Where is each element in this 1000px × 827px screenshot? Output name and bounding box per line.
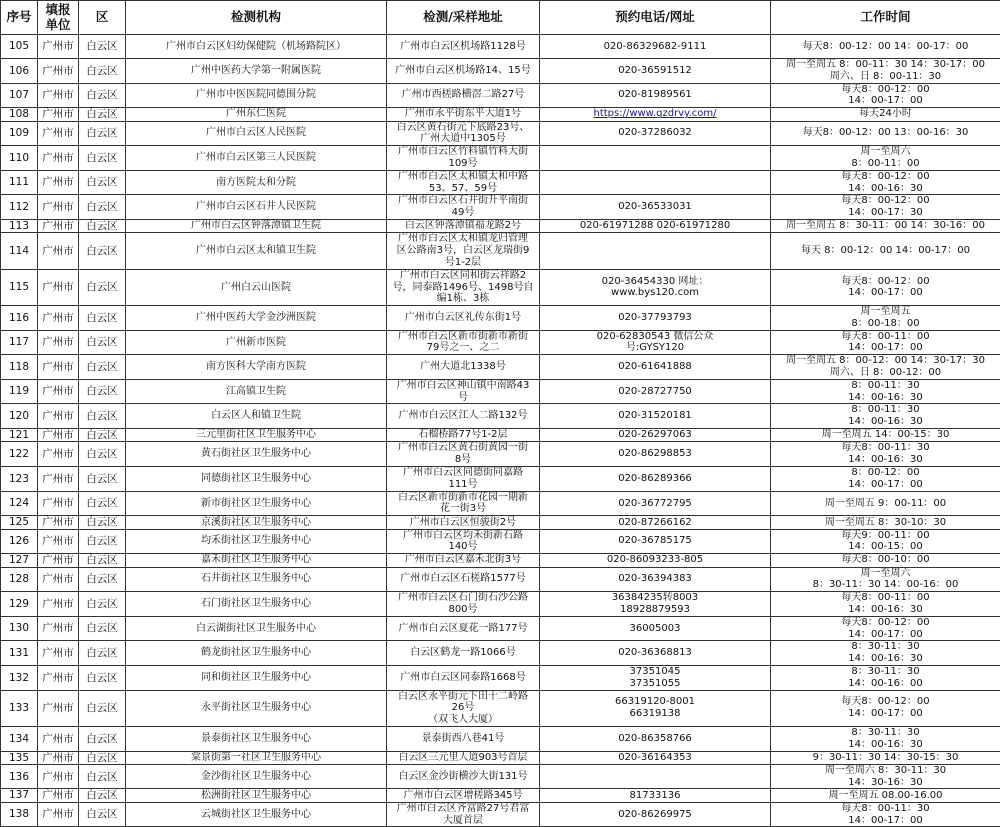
cell-phone: 020-36591512 <box>540 59 771 84</box>
cell-address: 广州市白云区太和镇龙归管理 区公路南3号，白云区龙瑞街9 号1-2层 <box>387 233 540 269</box>
header-row <box>1 1 1000 35</box>
cell-unit: 广州市 <box>38 641 79 666</box>
cell-institution: 广州中医药大学金沙洲医院 <box>126 306 387 331</box>
cell-phone <box>540 108 771 121</box>
cell-institution: 三元里街社区卫生服务中心 <box>126 429 387 442</box>
cell-phone: 020-36772795 <box>540 491 771 516</box>
table-row <box>1 355 1000 380</box>
cell-institution: 白云湖街社区卫生服务中心 <box>126 616 387 641</box>
cell-unit: 广州市 <box>38 592 79 617</box>
cell-address: 广州市白云区新市街新市新街 79号之一、之二 <box>387 330 540 355</box>
table-row <box>1 429 1000 442</box>
cell-hours: 每天8：00-12：00 14：00-17：00 <box>771 690 1000 726</box>
cell-unit: 广州市 <box>38 355 79 380</box>
cell-district: 白云区 <box>79 233 126 269</box>
cell-institution: 黄石街社区卫生服务中心 <box>126 442 387 467</box>
cell-phone: 020-86298853 <box>540 442 771 467</box>
cell-phone: 020-62830543 微信公众 号:GYSY120 <box>540 330 771 355</box>
table-row <box>1 554 1000 567</box>
cell-phone: 020-36164353 <box>540 751 771 764</box>
cell-address: 广州市白云区嘉禾北街3号 <box>387 554 540 567</box>
cell-district: 白云区 <box>79 219 126 232</box>
cell-hours: 周一至周五 8：30-10：30 <box>771 516 1000 529</box>
cell-address: 广州市白云区同泰路1668号 <box>387 665 540 690</box>
cell-phone: 020-86358766 <box>540 726 771 751</box>
cell-hours: 9：30-11：30 14：30-15：30 <box>771 751 1000 764</box>
cell-phone: 020-37793793 <box>540 306 771 331</box>
cell-no: 119 <box>1 379 38 404</box>
cell-no: 128 <box>1 567 38 592</box>
cell-district: 白云区 <box>79 355 126 380</box>
cell-district: 白云区 <box>79 35 126 59</box>
cell-no: 115 <box>1 269 38 305</box>
cell-no: 105 <box>1 35 38 59</box>
cell-institution: 同和街社区卫生服务中心 <box>126 665 387 690</box>
cell-phone: 66319120-8001 66319138 <box>540 690 771 726</box>
cell-unit: 广州市 <box>38 491 79 516</box>
cell-unit: 广州市 <box>38 802 79 827</box>
cell-address: 广州市白云区夏花一路177号 <box>387 616 540 641</box>
table-row <box>1 641 1000 666</box>
cell-unit: 广州市 <box>38 35 79 59</box>
cell-address: 广州市白云区礼传东街1号 <box>387 306 540 331</box>
cell-phone: 020-31520181 <box>540 404 771 429</box>
cell-address: 石榴桥路77号1-2层 <box>387 429 540 442</box>
cell-address: 广州市白云区增槎路345号 <box>387 789 540 802</box>
cell-district: 白云区 <box>79 690 126 726</box>
cell-hours: 周一至周五 8：00-18：00 <box>771 306 1000 331</box>
cell-institution: 棠景街第一社区卫生服务中心 <box>126 751 387 764</box>
cell-institution: 广州新市医院 <box>126 330 387 355</box>
cell-phone: 020-36394383 <box>540 567 771 592</box>
cell-address: 广州市白云区机场路14、15号 <box>387 59 540 84</box>
cell-unit: 广州市 <box>38 764 79 789</box>
cell-institution: 广州市白云区太和镇卫生院 <box>126 233 387 269</box>
cell-hours: 8：30-11：30 14：00-16：30 <box>771 726 1000 751</box>
cell-unit: 广州市 <box>38 269 79 305</box>
cell-address: 广州市白云区江人二路132号 <box>387 404 540 429</box>
table-row <box>1 764 1000 789</box>
table-row <box>1 330 1000 355</box>
cell-institution: 南方医科大学南方医院 <box>126 355 387 380</box>
cell-phone: 020-86269975 <box>540 802 771 827</box>
cell-hours: 每天 8：00-12：00 14：00-17：00 <box>771 233 1000 269</box>
cell-unit: 广州市 <box>38 751 79 764</box>
cell-district: 白云区 <box>79 616 126 641</box>
cell-phone: 81733136 <box>540 789 771 802</box>
cell-no: 124 <box>1 491 38 516</box>
cell-district: 白云区 <box>79 170 126 195</box>
cell-phone: 36005003 <box>540 616 771 641</box>
cell-address: 白云区三元里人道903号首层 <box>387 751 540 764</box>
cell-hours: 每天8：00-11：30 14：00-17：00 <box>771 802 1000 827</box>
cell-no: 113 <box>1 219 38 232</box>
cell-no: 134 <box>1 726 38 751</box>
table-row <box>1 170 1000 195</box>
cell-phone <box>540 170 771 195</box>
cell-unit: 广州市 <box>38 404 79 429</box>
cell-unit: 广州市 <box>38 83 79 108</box>
table-row <box>1 726 1000 751</box>
cell-no: 126 <box>1 529 38 554</box>
cell-address: 广州市永平街东平大道1号 <box>387 108 540 121</box>
cell-unit: 广州市 <box>38 219 79 232</box>
cell-address: 广州市白云区石门街石沙公路 800号 <box>387 592 540 617</box>
cell-address: 白云区永平街元下田十二岭路 26号 （双飞人大厦） <box>387 690 540 726</box>
cell-district: 白云区 <box>79 665 126 690</box>
cell-hours: 周一至周六 8：00-11：00 <box>771 146 1000 171</box>
table-row <box>1 59 1000 84</box>
cell-district: 白云区 <box>79 146 126 171</box>
cell-district: 白云区 <box>79 751 126 764</box>
cell-phone: 020-36785175 <box>540 529 771 554</box>
table-row <box>1 491 1000 516</box>
cell-address: 广州市西槎路横滘二路27号 <box>387 83 540 108</box>
cell-unit: 广州市 <box>38 121 79 146</box>
cell-institution: 永平街社区卫生服务中心 <box>126 690 387 726</box>
cell-phone: 020-81989561 <box>540 83 771 108</box>
header-district: 区 <box>79 1 126 35</box>
cell-district: 白云区 <box>79 442 126 467</box>
cell-unit: 广州市 <box>38 554 79 567</box>
table-row <box>1 233 1000 269</box>
cell-phone: 37351045 37351055 <box>540 665 771 690</box>
cell-no: 114 <box>1 233 38 269</box>
cell-no: 125 <box>1 516 38 529</box>
cell-address: 广州市白云区石槎路1577号 <box>387 567 540 592</box>
cell-phone: 020-26297063 <box>540 429 771 442</box>
cell-no: 117 <box>1 330 38 355</box>
cell-district: 白云区 <box>79 764 126 789</box>
cell-hours: 每天8：00-11：00 14：00-16：30 <box>771 592 1000 617</box>
cell-hours: 每天9：00-11：00 14：00-15：00 <box>771 529 1000 554</box>
cell-unit: 广州市 <box>38 467 79 492</box>
cell-institution: 鹤龙街社区卫生服务中心 <box>126 641 387 666</box>
cell-institution: 广州市白云区人民医院 <box>126 121 387 146</box>
cell-district: 白云区 <box>79 592 126 617</box>
header-unit: 填报单位 <box>38 1 79 35</box>
cell-no: 132 <box>1 665 38 690</box>
cell-unit: 广州市 <box>38 789 79 802</box>
cell-phone: 020-37286032 <box>540 121 771 146</box>
cell-institution: 广州东仁医院 <box>126 108 387 121</box>
cell-address: 广州市白云区竹料镇竹料大街 109号 <box>387 146 540 171</box>
cell-no: 111 <box>1 170 38 195</box>
cell-phone: 020-61971288 020-61971280 <box>540 219 771 232</box>
cell-no: 107 <box>1 83 38 108</box>
cell-institution: 南方医院太和分院 <box>126 170 387 195</box>
cell-phone: 020-36368813 <box>540 641 771 666</box>
table-row <box>1 592 1000 617</box>
cell-phone <box>540 146 771 171</box>
cell-unit: 广州市 <box>38 195 79 220</box>
cell-hours: 每天8：00-12：00 14：00-17：00 <box>771 616 1000 641</box>
cell-address: 景泰街西八巷41号 <box>387 726 540 751</box>
cell-district: 白云区 <box>79 529 126 554</box>
cell-phone: 020-36533031 <box>540 195 771 220</box>
cell-unit: 广州市 <box>38 330 79 355</box>
cell-institution: 广州市白云区石井人民医院 <box>126 195 387 220</box>
cell-district: 白云区 <box>79 467 126 492</box>
cell-district: 白云区 <box>79 404 126 429</box>
cell-no: 108 <box>1 108 38 121</box>
cell-hours: 周一至周六 8：30-11：30 14：00-16：00 <box>771 567 1000 592</box>
cell-district: 白云区 <box>79 491 126 516</box>
cell-unit: 广州市 <box>38 59 79 84</box>
cell-address: 白云区黄石街元下底路23号、 广州大道中1305号 <box>387 121 540 146</box>
cell-hours: 每天8：00-12：00 14：00-17：30 <box>771 195 1000 220</box>
table-row <box>1 306 1000 331</box>
table-row <box>1 379 1000 404</box>
table-row <box>1 789 1000 802</box>
cell-institution: 新市街社区卫生服务中心 <box>126 491 387 516</box>
cell-no: 133 <box>1 690 38 726</box>
cell-institution: 江高镇卫生院 <box>126 379 387 404</box>
cell-hours: 8：00-11：30 14：00-16：30 <box>771 404 1000 429</box>
header-hours: 工作时间 <box>771 1 1000 35</box>
cell-institution: 广州市白云区钟落潭镇卫生院 <box>126 219 387 232</box>
cell-hours: 每天8：00-11：30 14：00-16：30 <box>771 442 1000 467</box>
cell-unit: 广州市 <box>38 616 79 641</box>
cell-no: 106 <box>1 59 38 84</box>
cell-phone: 020-86329682-9111 <box>540 35 771 59</box>
cell-unit: 广州市 <box>38 306 79 331</box>
table-row <box>1 219 1000 232</box>
cell-no: 118 <box>1 355 38 380</box>
table-row <box>1 567 1000 592</box>
cell-institution: 白云区人和镇卫生院 <box>126 404 387 429</box>
cell-hours: 每天24小时 <box>771 108 1000 121</box>
cell-no: 135 <box>1 751 38 764</box>
website-link[interactable]: https://www.gzdrvy.com/ <box>593 108 716 119</box>
cell-no: 131 <box>1 641 38 666</box>
cell-district: 白云区 <box>79 269 126 305</box>
cell-address: 白云区新市街新市花园一期新 花一街3号 <box>387 491 540 516</box>
cell-unit: 广州市 <box>38 567 79 592</box>
cell-address: 广州市白云区机场路1128号 <box>387 35 540 59</box>
cell-district: 白云区 <box>79 59 126 84</box>
cell-hours: 每天8：00-12：00 14：00-17：00 <box>771 83 1000 108</box>
table-body <box>1 35 1000 827</box>
cell-district: 白云区 <box>79 121 126 146</box>
cell-no: 121 <box>1 429 38 442</box>
cell-district: 白云区 <box>79 330 126 355</box>
cell-address: 广州市白云区太和镇太和中路 53、57、59号 <box>387 170 540 195</box>
cell-address: 广州市白云区恒骏街2号 <box>387 516 540 529</box>
cell-unit: 广州市 <box>38 429 79 442</box>
cell-hours: 8：00-12：00 14：00-17：00 <box>771 467 1000 492</box>
cell-institution: 同德街社区卫生服务中心 <box>126 467 387 492</box>
header-no: 序号 <box>1 1 38 35</box>
cell-district: 白云区 <box>79 641 126 666</box>
cell-hours: 周一至周五 8：00-12：00 14：30-17：30 周六、日 8：00-12：00 <box>771 355 1000 380</box>
table-row <box>1 616 1000 641</box>
cell-institution: 石井街社区卫生服务中心 <box>126 567 387 592</box>
cell-hours: 每天8：00-12：00 14：00-16：30 <box>771 170 1000 195</box>
cell-phone: 020-61641888 <box>540 355 771 380</box>
cell-phone: 020-36454330 网址： www.bys120.com <box>540 269 771 305</box>
cell-no: 136 <box>1 764 38 789</box>
cell-institution: 云城街社区卫生服务中心 <box>126 802 387 827</box>
cell-no: 130 <box>1 616 38 641</box>
cell-hours: 周一至周五 9：00-11：00 <box>771 491 1000 516</box>
cell-institution: 广州市中医医院同德围分院 <box>126 83 387 108</box>
cell-hours: 每天8：00-12：00 14：00-17：00 <box>771 269 1000 305</box>
cell-phone: 020-86289366 <box>540 467 771 492</box>
cell-institution: 均禾街社区卫生服务中心 <box>126 529 387 554</box>
table-row <box>1 529 1000 554</box>
cell-institution: 广州中医药大学第一附属医院 <box>126 59 387 84</box>
cell-address: 广州市白云区同和街云祥路2 号，同泰路1496号、1498号自 编1栋、3栋 <box>387 269 540 305</box>
cell-no: 137 <box>1 789 38 802</box>
cell-district: 白云区 <box>79 429 126 442</box>
table-row <box>1 802 1000 827</box>
cell-hours: 每天8：00-10：00 <box>771 554 1000 567</box>
cell-phone: 36384235转8003 18928879593 <box>540 592 771 617</box>
cell-phone: 020-28727750 <box>540 379 771 404</box>
header-institution: 检测机构 <box>126 1 387 35</box>
cell-unit: 广州市 <box>38 442 79 467</box>
cell-phone: 020-87266162 <box>540 516 771 529</box>
table-row <box>1 665 1000 690</box>
cell-address: 广州市白云区石井街升平南街 49号 <box>387 195 540 220</box>
cell-district: 白云区 <box>79 306 126 331</box>
cell-no: 122 <box>1 442 38 467</box>
cell-hours: 8：30-11：30 14：00-16：30 <box>771 641 1000 666</box>
cell-no: 138 <box>1 802 38 827</box>
cell-address: 广州市白云区齐富路27号君富 大厦首层 <box>387 802 540 827</box>
cell-district: 白云区 <box>79 567 126 592</box>
table-row <box>1 516 1000 529</box>
cell-unit: 广州市 <box>38 146 79 171</box>
cell-unit: 广州市 <box>38 665 79 690</box>
cell-phone: 020-86093233-805 <box>540 554 771 567</box>
cell-unit: 广州市 <box>38 690 79 726</box>
cell-institution: 广州市白云区妇幼保健院（机场路院区） <box>126 35 387 59</box>
cell-hours: 周一至周五 08.00-16.00 <box>771 789 1000 802</box>
cell-district: 白云区 <box>79 516 126 529</box>
cell-unit: 广州市 <box>38 108 79 121</box>
cell-institution: 广州白云山医院 <box>126 269 387 305</box>
cell-unit: 广州市 <box>38 516 79 529</box>
cell-institution: 石门街社区卫生服务中心 <box>126 592 387 617</box>
cell-address: 广州市白云区黄石街黄园一街 8号 <box>387 442 540 467</box>
cell-district: 白云区 <box>79 726 126 751</box>
cell-hours: 周一至周五 8：00-11：30 14：30-17：00 周六、日 8：00-11：30 <box>771 59 1000 84</box>
table-row <box>1 442 1000 467</box>
cell-institution: 景泰街社区卫生服务中心 <box>126 726 387 751</box>
cell-address: 广州市白云区均禾街新石路 140号 <box>387 529 540 554</box>
cell-no: 116 <box>1 306 38 331</box>
cell-unit: 广州市 <box>38 379 79 404</box>
cell-unit: 广州市 <box>38 726 79 751</box>
table-row <box>1 404 1000 429</box>
cell-address: 白云区金沙街横沙大街131号 <box>387 764 540 789</box>
cell-institution: 嘉禾街社区卫生服务中心 <box>126 554 387 567</box>
table-row <box>1 195 1000 220</box>
cell-address: 白云区鹤龙一路1066号 <box>387 641 540 666</box>
cell-district: 白云区 <box>79 195 126 220</box>
cell-hours: 周一至周五 8：30-11：00 14：30-16：00 <box>771 219 1000 232</box>
cell-institution: 京溪街社区卫生服务中心 <box>126 516 387 529</box>
cell-hours: 8：00-11：30 14：00-16：30 <box>771 379 1000 404</box>
cell-no: 129 <box>1 592 38 617</box>
cell-phone <box>540 233 771 269</box>
cell-hours: 周一至周五 14：00-15：30 <box>771 429 1000 442</box>
cell-address: 白云区钟落潭镇福龙路2号 <box>387 219 540 232</box>
cell-district: 白云区 <box>79 83 126 108</box>
cell-hours: 周一至周六 8：30-11：30 14：30-16：30 <box>771 764 1000 789</box>
cell-unit: 广州市 <box>38 529 79 554</box>
table-row <box>1 269 1000 305</box>
cell-no: 127 <box>1 554 38 567</box>
cell-district: 白云区 <box>79 802 126 827</box>
cell-institution: 金沙街社区卫生服务中心 <box>126 764 387 789</box>
cell-no: 109 <box>1 121 38 146</box>
header-address: 检测/采样地址 <box>387 1 540 35</box>
cell-institution: 松洲街社区卫生服务中心 <box>126 789 387 802</box>
cell-address: 广州市白云区神山镇中南路43 号 <box>387 379 540 404</box>
header-phone: 预约电话/网址 <box>540 1 771 35</box>
cell-no: 110 <box>1 146 38 171</box>
cell-no: 120 <box>1 404 38 429</box>
cell-address: 广州大道北1338号 <box>387 355 540 380</box>
table-row <box>1 751 1000 764</box>
cell-address: 广州市白云区同德街同嘉路 111号 <box>387 467 540 492</box>
cell-hours: 每天8：00-11：00 14：00-17：00 <box>771 330 1000 355</box>
cell-no: 123 <box>1 467 38 492</box>
table-row <box>1 690 1000 726</box>
table-row <box>1 467 1000 492</box>
cell-district: 白云区 <box>79 379 126 404</box>
cell-district: 白云区 <box>79 789 126 802</box>
table-row <box>1 121 1000 146</box>
cell-unit: 广州市 <box>38 233 79 269</box>
table-row <box>1 83 1000 108</box>
table-row <box>1 35 1000 59</box>
cell-district: 白云区 <box>79 108 126 121</box>
cell-district: 白云区 <box>79 554 126 567</box>
cell-institution: 广州市白云区第三人民医院 <box>126 146 387 171</box>
cell-unit: 广州市 <box>38 170 79 195</box>
cell-hours: 8：30-11：30 14：00-16：00 <box>771 665 1000 690</box>
cell-hours: 每天8：00-12：00 14：00-17：00 <box>771 35 1000 59</box>
cell-no: 112 <box>1 195 38 220</box>
cell-hours: 每天8：00-12：00 13：00-16：30 <box>771 121 1000 146</box>
table-row <box>1 108 1000 121</box>
table-row <box>1 146 1000 171</box>
cell-phone <box>540 764 771 789</box>
